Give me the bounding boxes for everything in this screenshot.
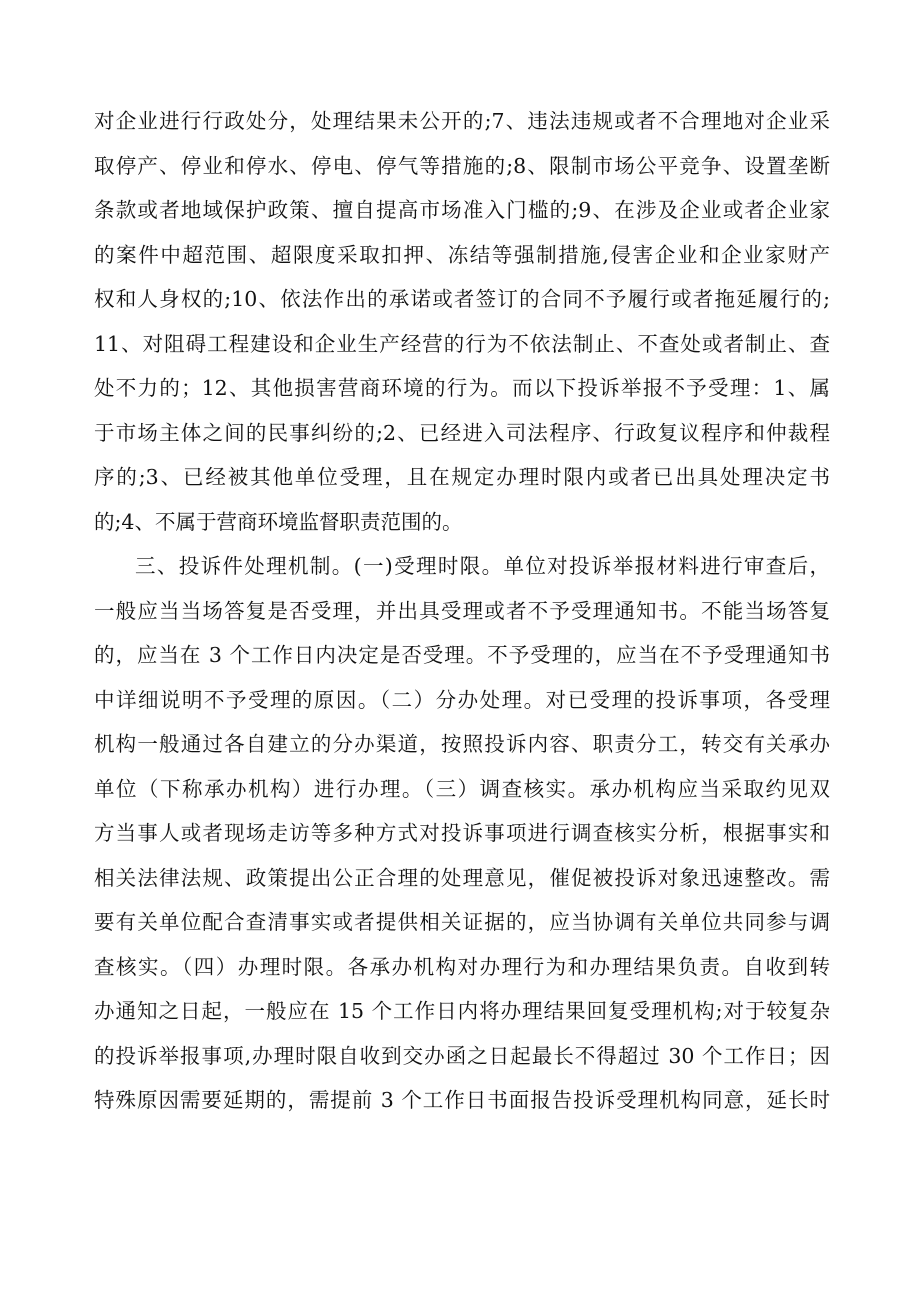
text-line: 于市场主体之间的民事纠纷的;2、已经进入司法程序、行政复议程序和仲裁程 bbox=[94, 420, 830, 445]
text-line: 处不力的；12、其他损害营商环境的行为。而以下投诉举报不予受理：1、属 bbox=[94, 376, 830, 400]
text-line: 对企业进行行政处分，处理结果未公开的;7、违法违规或者不合理地对企业采 bbox=[94, 109, 830, 133]
text-line: 一般应当当场答复是否受理，并出具受理或者不予受理通知书。不能当场答复 bbox=[94, 598, 830, 623]
text-line: 三、投诉件处理机制。(一)受理时限。单位对投诉举报材料进行审查后， bbox=[135, 554, 830, 578]
text-line: 相关法律法规、政策提出公正合理的处理意见，催促被投诉对象迅速整改。需 bbox=[94, 865, 830, 890]
text-line: 序的;3、已经被其他单位受理，且在规定办理时限内或者已出具处理决定书 bbox=[94, 465, 830, 489]
text-line: 11、对阻碍工程建设和企业生产经营的行为不依法制止、不查处或者制止、查 bbox=[94, 331, 830, 356]
text-line: 的;4、不属于营商环境监督职责范围的。 bbox=[94, 509, 463, 534]
paragraph-1 bbox=[94, 99, 830, 544]
text-line: 机构一般通过各自建立的分办渠道，按照投诉内容、职责分工，转交有关承办 bbox=[94, 732, 830, 756]
text-line: 单位（下称承办机构）进行办理。（三）调查核实。承办机构应当采取约见双 bbox=[94, 776, 830, 801]
text-line: 的，应当在 3 个工作日内决定是否受理。不予受理的，应当在不予受理通知书 bbox=[94, 643, 830, 667]
text-line: 特殊原因需要延期的，需提前 3 个工作日书面报告投诉受理机构同意，延长时 bbox=[94, 1088, 830, 1112]
text-line: 要有关单位配合查清事实或者提供相关证据的，应当协调有关单位共同参与调 bbox=[94, 910, 830, 934]
text-line: 查核实。（四）办理时限。各承办机构对办理行为和办理结果负责。自收到转 bbox=[94, 954, 830, 979]
text-line: 权和人身权的;10、依法作出的承诺或者签订的合同不予履行或者拖延履行的; bbox=[94, 287, 830, 311]
text-line: 的案件中超范围、超限度采取扣押、冻结等强制措施,侵害企业和企业家财产 bbox=[94, 242, 830, 267]
text-line: 条款或者地域保护政策、擅自提高市场准入门槛的;9、在涉及企业或者企业家 bbox=[94, 198, 830, 222]
text-line: 中详细说明不予受理的原因。（二）分办处理。对已受理的投诉事项，各受理 bbox=[94, 687, 830, 712]
paragraph-2 bbox=[94, 544, 830, 1123]
text-line: 方当事人或者现场走访等多种方式对投诉事项进行调查核实分析，根据事实和 bbox=[94, 821, 830, 845]
text-line: 的投诉举报事项,办理时限自收到交办函之日起最长不得超过 30 个工作日；因 bbox=[94, 1043, 830, 1068]
document-body bbox=[94, 99, 830, 1123]
text-line: 取停产、停业和停水、停电、停气等措施的;8、限制市场公平竞争、设置垄断 bbox=[94, 153, 830, 178]
text-line: 办通知之日起，一般应在 15 个工作日内将办理结果回复受理机构;对于较复杂 bbox=[94, 999, 830, 1023]
